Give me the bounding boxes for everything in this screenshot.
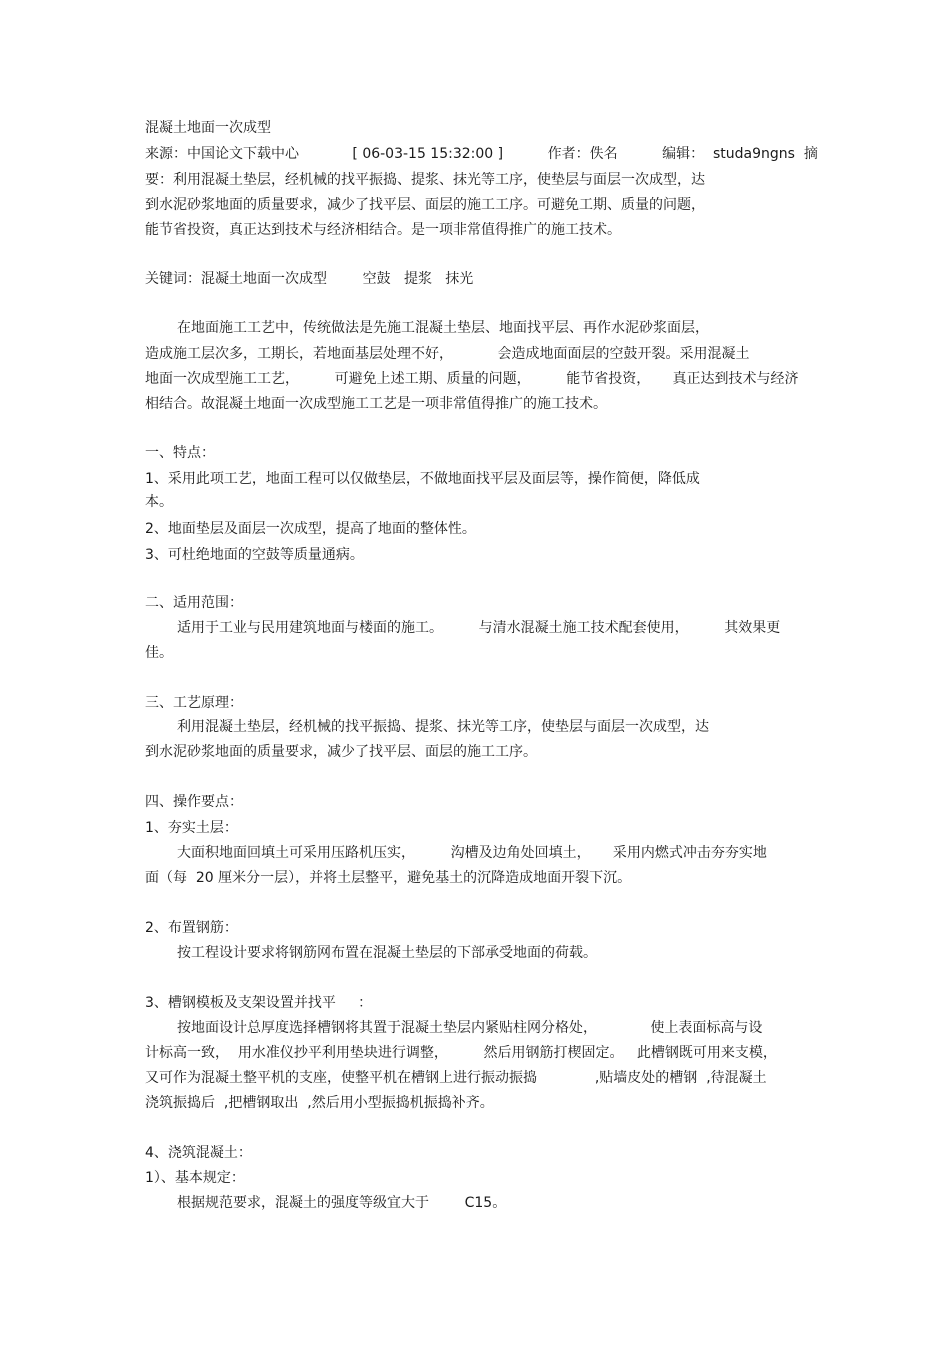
subsection-heading: 4、浇筑混凝土： [145, 1145, 252, 1161]
paragraph-line: 按工程设计要求将钢筋网布置在混凝土垫层的下部承受地面的荷载。 [177, 945, 597, 961]
intro-line: 在地面施工工艺中，传统做法是先施工混凝土垫层、地面找平层、再作水泥砂浆面层， [177, 320, 709, 336]
meta-line: 来源：中国论文下载中心 [ 06-03-15 15:32:00 ] 作者：佚名 编辑： studa9ngns 摘 [145, 146, 818, 162]
intro-line: 地面一次成型施工工艺， 可避免上述工期、质量的问题， 能节省投资， 真正达到技术与经济 [145, 371, 799, 387]
paragraph-line: 面（每 20 厘米分一层），并将土层整平，避免基土的沉降造成地面开裂下沉。 [145, 870, 632, 886]
section-heading: 二、适用范围： [145, 595, 243, 611]
list-item: 1、采用此项工艺，地面工程可以仅做垫层，不做地面找平层及面层等，操作简便，降低成 [145, 471, 700, 487]
section-heading: 一、特点： [145, 445, 215, 461]
subsection-heading: 1、夯实土层： [145, 820, 238, 836]
keywords: 关键词：混凝土地面一次成型 空鼓 提浆 抹光 [145, 271, 474, 287]
paragraph-line: 浇筑振捣后 ,把槽钢取出 ,然后用小型振捣机振捣补齐。 [145, 1095, 494, 1111]
list-item: 3、可杜绝地面的空鼓等质量通病。 [145, 547, 364, 563]
abstract-line: 要：利用混凝土垫层，经机械的找平振捣、提浆、抹光等工序，使垫层与面层一次成型，达 [145, 172, 705, 188]
subsection-heading: 1）、基本规定： [145, 1170, 245, 1186]
paragraph-line: 利用混凝土垫层，经机械的找平振捣、提浆、抹光等工序，使垫层与面层一次成型，达 [177, 719, 709, 735]
abstract-line: 到水泥砂浆地面的质量要求，减少了找平层、面层的施工工序。可避免工期、质量的问题， [145, 197, 705, 213]
paragraph-line: 根据规范要求，混凝土的强度等级宜大于 C15。 [177, 1195, 507, 1211]
subsection-heading: 3、槽钢模板及支架设置并找平 ： [145, 995, 373, 1011]
section-heading: 四、操作要点： [145, 794, 243, 810]
list-item: 本。 [145, 494, 173, 510]
paragraph-line: 到水泥砂浆地面的质量要求，减少了找平层、面层的施工工序。 [145, 744, 537, 760]
paragraph-line: 又可作为混凝土整平机的支座，使整平机在槽钢上进行振动振捣 ,贴墙皮处的槽钢 ,待混凝土 [145, 1070, 767, 1086]
intro-line: 造成施工层次多，工期长，若地面基层处理不好， 会造成地面面层的空鼓开裂。采用混凝土 [145, 346, 750, 362]
intro-line: 相结合。故混凝土地面一次成型施工工艺是一项非常值得推广的施工技术。 [145, 396, 607, 412]
section-heading: 三、工艺原理： [145, 695, 243, 711]
paragraph-line: 大面积地面回填土可采用压路机压实， 沟槽及边角处回填土， 采用内燃式冲击夯夯实地 [177, 845, 767, 861]
paragraph-line: 适用于工业与民用建筑地面与楼面的施工。 与清水混凝土施工技术配套使用， 其效果更 [177, 620, 781, 636]
subsection-heading: 2、布置钢筋： [145, 920, 238, 936]
paragraph-line: 计标高一致， 用水准仪抄平利用垫块进行调整， 然后用钢筋打楔固定。 此槽钢既可用来支模， [145, 1045, 777, 1061]
paragraph-line: 佳。 [145, 645, 173, 661]
paragraph-line: 按地面设计总厚度选择槽钢将其置于混凝土垫层内紧贴柱网分格处， 使上表面标高与设 [177, 1020, 763, 1036]
abstract-line: 能节省投资，真正达到技术与经济相结合。是一项非常值得推广的施工技术。 [145, 222, 621, 238]
doc-title: 混凝土地面一次成型 [145, 120, 271, 136]
list-item: 2、地面垫层及面层一次成型，提高了地面的整体性。 [145, 521, 476, 537]
